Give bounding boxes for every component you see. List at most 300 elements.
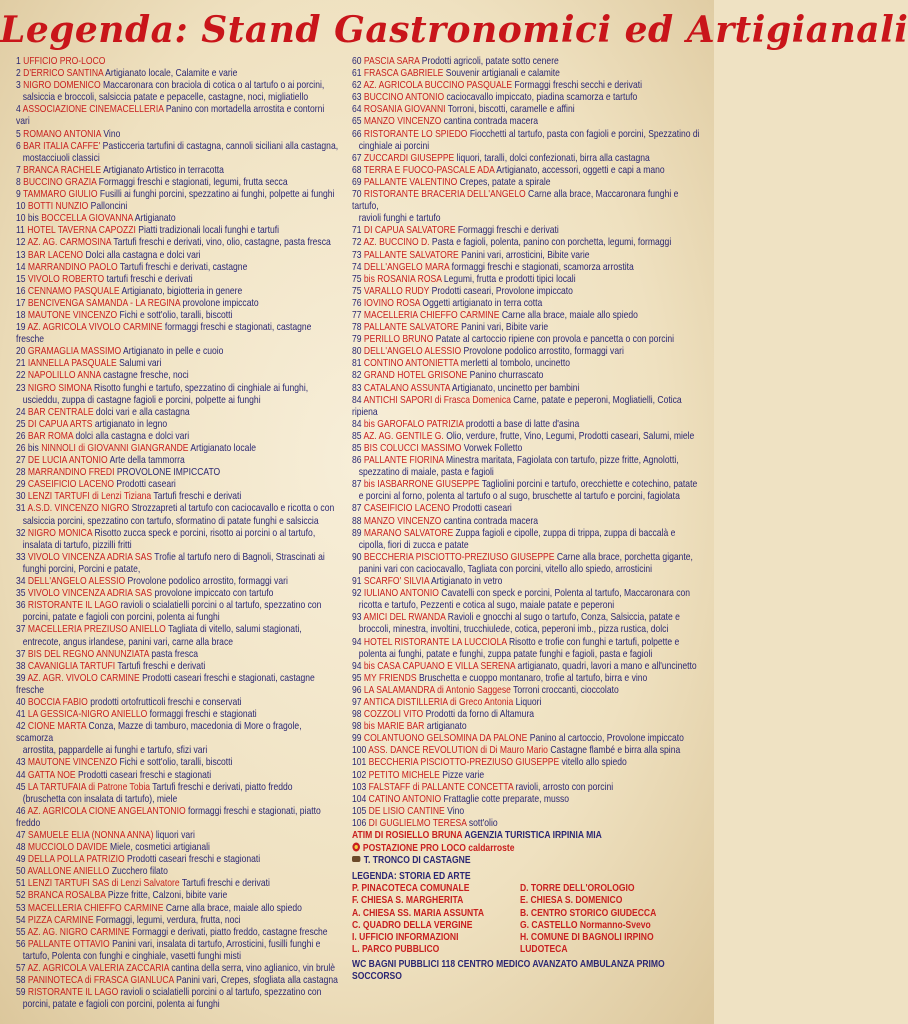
stand-name: FALSTAFF di PALLANTE CONCETTA <box>368 781 514 793</box>
stand-name: IANNELLA PASQUALE <box>27 358 117 370</box>
stand-entry <box>16 286 340 298</box>
stand-entry <box>352 709 700 721</box>
stand-list-right <box>352 56 700 983</box>
legend-item: B. CENTRO STORICO GIUDECCA <box>520 907 657 919</box>
stand-description: pasta fresca <box>151 648 199 660</box>
stand-number: 73 <box>352 249 362 261</box>
stand-name: MARRANDINO FREDI <box>27 467 115 479</box>
stand-name: PIZZA CARMINE <box>27 914 94 926</box>
stand-entry <box>16 975 340 987</box>
stand-number: 66 <box>352 128 362 140</box>
stand-description: Ravioli e gnocchi al sugo o tartufo, Conza, Salsiccia, patate e <box>447 612 680 624</box>
legend-item: L. PARCO PUBBLICO <box>352 943 440 955</box>
stand-description: Tartufi freschi e derivati, vino, olio, castagne, pasta fresca <box>113 237 331 249</box>
stand-number: 21 <box>16 358 26 370</box>
stand-name: CATALANO ASSUNTA <box>363 382 450 394</box>
stand-name: MARANO SALVATORE <box>363 527 454 539</box>
stand-description: Tartufi freschi e derivati <box>117 660 206 672</box>
stand-number: 26 <box>16 430 26 442</box>
stand-number: 37 <box>16 624 26 636</box>
stand-entry <box>16 878 340 890</box>
stand-description: Vino <box>103 128 121 140</box>
stand-description: Tagliolini porcini e tartufo, orecchiette e cotechino, patate <box>481 479 698 491</box>
stand-description: provolone impiccato con tartufo <box>154 588 274 600</box>
stand-entry <box>352 733 700 745</box>
stand-description: Souvenir artigianali e calamite <box>445 68 560 80</box>
stand-number: 65 <box>352 116 362 128</box>
stand-name: AZ. AG. CARMOSINA <box>27 237 112 249</box>
stand-name: RISTORANTE BRACERIA DELL'ANGELO <box>363 189 526 201</box>
stand-description: Strozzapreti al tartufo con caciocavallo e ricotta o con <box>131 503 335 515</box>
stand-description: Pizze varie <box>442 769 485 781</box>
stand-name: BENCIVENGA SAMANDA - LA REGINA <box>27 297 181 309</box>
stand-name: AZ. AGRICOLA VALERIA ZACCARIA <box>27 963 170 975</box>
stand-entry <box>16 358 340 370</box>
stand-name: NIGRO SIMONA <box>27 382 92 394</box>
stand-number: 91 <box>352 576 362 588</box>
stand-number: 92 <box>352 588 362 600</box>
stand-number: 40 <box>16 696 26 708</box>
stand-name: CENNAMO PASQUALE <box>27 285 120 297</box>
legend-item: I. UFFICIO INFORMAZIONI <box>352 931 459 943</box>
stand-entry <box>352 818 700 830</box>
stand-description: Fusilli ai funghi porcini, spezzatino ai funghi, polpette ai funghi <box>99 189 335 201</box>
extra-atim: ATIM DI ROSIELLO BRUNA AGENZIA TURISTICA IRPINIA MIA <box>352 830 602 841</box>
stand-entry <box>16 225 340 237</box>
stand-number: 16 <box>16 285 26 297</box>
stand-name: NAPOLILLO ANNA <box>27 370 101 382</box>
stand-number: 81 <box>352 358 362 370</box>
stand-number: 15 <box>16 273 26 285</box>
stand-description: Zuppa fagioli e cipolle, zuppa di trippa, zuppa di baccalà e <box>455 527 676 539</box>
stand-number: 75 <box>352 273 362 285</box>
stand-description: Fiocchetti al tartufo, pasta con fagioli e porcini, Spezzatino di <box>469 128 700 140</box>
stand-number: 41 <box>16 709 26 721</box>
stand-list-left <box>16 56 340 1011</box>
stand-name: BIS DEL REGNO ANNUNZIATA <box>27 648 150 660</box>
stand-entry <box>16 830 340 842</box>
stand-name: bis CASA CAPUANO E VILLA SERENA <box>363 660 516 672</box>
stand-number: 52 <box>16 890 26 902</box>
stand-number: 62 <box>352 80 362 92</box>
stand-entry <box>16 915 340 927</box>
stand-name: UFFICIO PRO-LOCO <box>23 56 106 67</box>
stand-name: bis MARIE BAR <box>363 721 425 733</box>
stand-entry <box>352 322 700 334</box>
stand-entry <box>352 806 700 818</box>
stand-name: NINNOLI di GIOVANNI GIANGRANDE <box>41 443 189 454</box>
stand-description: cantina della serra, vino aglianico, vin brulè <box>171 963 336 975</box>
stand-entry <box>16 697 340 709</box>
stand-description-continued: funghi porcini, Porcini e patate, <box>22 563 141 575</box>
stand-name: PERILLO BRUNO <box>363 334 434 346</box>
stand-description: Prodotti caseari freschi e stagionati <box>127 854 261 866</box>
stand-number: 100 <box>352 745 367 757</box>
stand-name: MUCCIOLO DAVIDE <box>27 842 108 854</box>
stand-entry <box>16 721 340 745</box>
stand-entry <box>16 890 340 902</box>
stand-entry <box>16 298 340 310</box>
stand-name: A.S.D. VINCENZO NIGRO <box>27 503 130 515</box>
stand-number: 70 <box>352 189 362 201</box>
stand-name: BUCCINO GRAZIA <box>23 176 97 188</box>
stand-entry <box>16 927 340 939</box>
legend-heading: LEGENDA: STORIA ED ARTE <box>352 871 471 883</box>
stand-number: 58 <box>16 975 26 987</box>
stand-entry <box>16 782 340 794</box>
stand-number: 85 <box>352 430 362 442</box>
stand-number: 36 <box>16 600 26 612</box>
stand-number: 75 <box>352 285 362 297</box>
stand-number: 82 <box>352 370 362 382</box>
stand-number: 98 <box>352 721 362 733</box>
stand-description: Bruschetta e cuoppo montanaro, trofie al tartufo, birra e vino <box>418 672 648 684</box>
wood-log-icon <box>352 856 360 862</box>
stand-description: Conza, Mazze di tamburo, macedonia di More o fragole, scamorza <box>16 721 302 745</box>
stand-description: Trofie al tartufo nero di Bagnoli, Strascinati ai <box>154 551 325 563</box>
stand-entry <box>16 842 340 854</box>
stand-entry <box>352 225 700 237</box>
stand-number: 28 <box>16 467 26 479</box>
stand-description: Tartufi freschi e derivati, piatto freddo <box>152 781 293 793</box>
stand-description: vitello allo spiedo <box>561 757 627 769</box>
stand-entry <box>16 165 340 177</box>
stand-description: prodotti a base di latte d'asina <box>465 418 580 430</box>
stand-entry <box>16 455 340 467</box>
stand-entry <box>352 358 700 370</box>
stand-name: MACELLERIA PREZIUSO ANIELLO <box>27 624 166 636</box>
stand-description: Panini vari, arrosticini, Bibite varie <box>461 249 590 261</box>
stand-name: TAMMARO GIULIO <box>22 189 98 201</box>
stand-entry <box>16 491 340 503</box>
stand-description: Zucchero filato <box>111 866 168 878</box>
stand-entry <box>16 129 340 141</box>
stand-number: 84 <box>352 394 362 406</box>
stand-name: LA SALAMANDRA di Antonio Saggese <box>363 684 511 696</box>
stand-number: 10 bis <box>16 213 39 225</box>
stand-number: 39 <box>16 672 26 684</box>
stand-number: 63 <box>352 92 362 104</box>
stand-name: AZ. BUCCINO D. <box>363 237 430 249</box>
stand-name: MACELLERIA CHIEFFO CARMINE <box>363 309 500 321</box>
stand-description: Artigianato, uncinetto per bambini <box>451 382 580 394</box>
stand-number: 7 <box>16 164 21 176</box>
stand-description: Artigianato locale <box>190 443 257 454</box>
stand-description: Minestra maritata, Fagiolata con tartufo, pizze fritte, Agnolotti, <box>446 455 679 467</box>
stand-name: DI CAPUA SALVATORE <box>363 225 456 237</box>
stand-entry <box>16 80 340 92</box>
stand-entry <box>352 104 700 116</box>
stand-name: LA GESSICA-NIGRO ANIELLO <box>27 709 148 721</box>
stand-number: 46 <box>16 805 26 817</box>
stand-name: CASEIFICIO LACENO <box>363 503 450 515</box>
stand-number: 24 <box>16 406 26 418</box>
stand-name: COZZOLI VITO <box>363 709 424 721</box>
stand-entry <box>16 757 340 769</box>
stand-entry <box>352 237 700 249</box>
stand-entry <box>352 612 700 624</box>
stand-name: MARRANDINO PAOLO <box>27 261 118 273</box>
legend-item: F. CHIESA S. MARGHERITA <box>352 895 464 907</box>
page-title: Legenda: Stand Gastronomici ed Artigianali <box>0 9 908 51</box>
stand-description: Palloncini <box>90 201 128 213</box>
stand-entry <box>352 673 700 685</box>
stand-description: Prodotti agricoli, patate sotto cenere <box>421 56 559 67</box>
legend-item: A. CHIESA SS. MARIA ASSUNTA <box>352 907 485 919</box>
stand-number: 48 <box>16 842 26 854</box>
stand-number: 57 <box>16 963 26 975</box>
stand-entry <box>352 770 700 782</box>
stand-name: LENZI TARTUFI SAS di Lenzi Salvatore <box>27 878 180 890</box>
stand-description: liquori vari <box>155 830 195 841</box>
stand-number: 90 <box>352 551 362 563</box>
stand-description: Formaggi e derivati, piatto freddo, castagne fresche <box>132 926 328 938</box>
stand-number: 29 <box>16 479 26 491</box>
stand-name: IULIANO ANTONIO <box>363 588 439 600</box>
stand-number: 1 <box>16 56 21 67</box>
stand-entry <box>16 250 340 262</box>
stand-description: Pasta e fagioli, polenta, panino con porchetta, legumi, formaggi <box>431 237 672 249</box>
stand-entry <box>16 854 340 866</box>
stand-description-continued: spezzatino di maiale, pasta e fagioli <box>358 467 494 479</box>
stand-description: Tartufi freschi e derivati <box>181 878 270 890</box>
stand-name: GATTA NOE <box>27 769 76 781</box>
stand-description-continued: mostacciuoli classici <box>22 152 100 164</box>
stand-description: Carne alla brace, porchetta gigante, <box>556 551 693 563</box>
stand-number: 25 <box>16 418 26 430</box>
stand-description: Artigianato, accessori, oggetti e capi a mano <box>496 164 665 176</box>
legend-row <box>352 944 700 956</box>
stand-description-continued: e porcini al forno, polenta al tartufo o al sugo, bruschette al tartufo e porcini, fagiolata <box>358 491 680 503</box>
stand-entry <box>352 576 700 588</box>
stand-name: DI CAPUA ARTS <box>27 418 93 430</box>
stand-entry <box>16 419 340 431</box>
stand-name: PANINOTECA di FRASCA GIANLUCA <box>27 975 174 987</box>
stand-number: 27 <box>16 455 26 467</box>
stand-description: Artigianato in vetro <box>431 576 503 588</box>
stand-description: Prodotti caseari <box>452 503 512 515</box>
stand-number: 59 <box>16 987 26 999</box>
stand-entry <box>352 383 700 395</box>
stand-number: 18 <box>16 309 26 321</box>
stand-name: BIS COLUCCI MASSIMO <box>363 443 462 454</box>
stand-name: CASEIFICIO LACENO <box>27 479 114 491</box>
stand-description: Carne alla brace, maiale allo spiedo <box>165 902 302 914</box>
stand-description: Tagliata di vitello, salumi stagionati, <box>168 624 302 636</box>
stand-name: bis ROSANIA ROSA <box>363 273 442 285</box>
stand-entry <box>16 661 340 673</box>
stand-name: AZ. AG. GENTILE G. <box>363 430 444 442</box>
stand-name: D'ERRICO SANTINA <box>23 68 104 80</box>
stand-description: cantina contrada macera <box>443 116 539 128</box>
stand-number: 89 <box>352 527 362 539</box>
stand-entry <box>16 866 340 878</box>
stand-entry <box>352 782 700 794</box>
stand-name: MANZO VINCENZO <box>363 515 442 527</box>
stand-number: 26 bis <box>16 443 39 454</box>
stand-name: HOTEL TAVERNA CAPOZZI <box>27 225 136 237</box>
stand-number: 12 <box>16 237 26 249</box>
stand-number: 80 <box>352 346 362 358</box>
stand-number: 68 <box>352 164 362 176</box>
stand-description: Olio, verdure, frutte, Vino, Legumi, Prodotti caseari, Salumi, miele <box>446 430 695 442</box>
stand-description: Panino al cartoccio, Provolone impiccato <box>529 733 684 745</box>
stand-description: dolci alla castagna e dolci vari <box>75 430 190 442</box>
stand-name: RISTORANTE IL LAGO <box>27 987 119 999</box>
stand-number: 17 <box>16 297 26 309</box>
stand-number: 86 <box>352 455 362 467</box>
stand-entry <box>352 661 700 673</box>
stand-entry <box>16 624 340 636</box>
stand-number: 34 <box>16 576 26 588</box>
stand-number: 98 <box>352 709 362 721</box>
stand-entry <box>352 443 700 455</box>
stand-entry <box>16 987 340 999</box>
stand-entry <box>16 600 340 612</box>
stand-name: BAR CENTRALE <box>27 406 94 418</box>
stand-number: 50 <box>16 866 26 878</box>
stand-number: 56 <box>16 938 26 950</box>
stand-entry <box>16 770 340 782</box>
stand-description: Panini vari, Crepes, sfogliata alla castagna <box>176 975 338 987</box>
stand-number: 99 <box>352 733 362 745</box>
stand-description: Prodotti caseari, Provolone impiccato <box>431 285 573 297</box>
stand-description-continued: broccoli, minestra, involtini, trucchiulede, cotica, peperoni imb., pizza rustica, dolci <box>358 624 669 636</box>
stand-name: DELL'ANGELO MARA <box>363 261 450 273</box>
extra-postazione: POSTAZIONE PRO LOCO caldarroste <box>352 842 700 855</box>
stand-name: PETITO MICHELE <box>368 769 440 781</box>
stand-name: ZUCCARDI GIUSEPPE <box>363 152 455 164</box>
stand-entry <box>16 68 340 80</box>
stand-description: Arte della tammorra <box>109 455 185 467</box>
stand-description: Panini vari, Bibite varie <box>461 322 549 334</box>
stand-entry <box>352 370 700 382</box>
stand-entry <box>352 395 700 419</box>
stand-entry <box>352 80 700 92</box>
stand-name: AZ. AGR. VIVOLO CARMINE <box>27 672 140 684</box>
stand-entry <box>352 479 700 491</box>
stand-name: VIVOLO VINCENZA ADRIA SAS <box>27 588 153 600</box>
stand-description: Torroni, biscotti, caramelle e affini <box>447 104 575 116</box>
stand-entry <box>352 250 700 262</box>
stand-description: Provolone podolico arrostito, formaggi vari <box>463 346 624 358</box>
stand-name: RISTORANTE LO SPIEDO <box>363 128 468 140</box>
stand-entry <box>16 407 340 419</box>
stand-entry <box>352 68 700 80</box>
stand-description: Carne alla brace, maiale allo spiedo <box>501 309 638 321</box>
stand-list-right-entries <box>352 56 700 830</box>
stand-description: Panino con mortadella arrostita e contorni vari <box>16 104 325 128</box>
stand-entry <box>352 286 700 298</box>
stand-description: artigianato in legno <box>94 418 168 430</box>
stand-name: TERRA E FUOCO-PASCALE ADA <box>363 164 495 176</box>
stand-entry <box>352 588 700 600</box>
stand-description: castagne fresche, noci <box>103 370 189 382</box>
stand-description: Prodotti caseari <box>116 479 176 491</box>
stand-number: 105 <box>352 805 367 817</box>
stand-number: 103 <box>352 781 367 793</box>
stand-name: DI GUGLIELMO TERESA <box>368 817 467 829</box>
stand-number: 4 <box>16 104 21 116</box>
legend-item: H. COMUNE DI BAGNOLI IRPINO <box>520 931 654 943</box>
stand-name: CAVANIGLIA TARTUFI <box>27 660 116 672</box>
stand-name: RISTORANTE IL LAGO <box>27 600 119 612</box>
stand-description: Artigianato Artistico in terracotta <box>103 164 224 176</box>
stand-name: CONTINO ANTONIETTA <box>363 358 459 370</box>
stand-number: 2 <box>16 68 21 80</box>
stand-description-continued: ravioli funghi e tartufo <box>358 213 441 225</box>
stand-description: Vorwek Folletto <box>463 443 523 454</box>
legend-item: C. QUADRO DELLA VERGINE <box>352 919 473 931</box>
stand-name: IOVINO ROSA <box>363 297 421 309</box>
stand-description: merletti al tombolo, uncinetto <box>460 358 571 370</box>
stand-number: 44 <box>16 769 26 781</box>
stand-number: 37 <box>16 648 26 660</box>
stand-entry <box>16 709 340 721</box>
legend-row <box>352 883 700 895</box>
stand-number: 47 <box>16 830 26 841</box>
stand-name: AZ. AGRICOLA VIVOLO CARMINE <box>27 322 163 334</box>
stand-name: BUCCINO ANTONIO <box>363 92 445 104</box>
stand-entry <box>16 346 340 358</box>
stand-entry <box>352 92 700 104</box>
stand-name: MACELLERIA CHIEFFO CARMINE <box>27 902 164 914</box>
stand-entry <box>352 189 700 213</box>
stand-description: Miele, cosmetici artigianali <box>110 842 210 854</box>
stand-name: LA TARTUFAIA di Patrone Tobia <box>27 781 151 793</box>
stand-number: 53 <box>16 902 26 914</box>
stand-entry <box>352 685 700 697</box>
stand-description: Oggetti artigianato in terra cotta <box>422 297 543 309</box>
stand-entry <box>352 528 700 540</box>
stand-entry <box>352 129 700 141</box>
stand-description: caciocavallo impiccato, piadina scamorza e tartufo <box>446 92 638 104</box>
stand-name: BAR LACENO <box>27 249 84 261</box>
stand-entry <box>16 383 340 395</box>
stand-number: 23 <box>16 382 26 394</box>
legend-item: G. CASTELLO Normanno-Svevo <box>520 919 651 931</box>
stand-entry <box>16 479 340 491</box>
stand-name: AZ. AG. NIGRO CARMINE <box>27 926 130 938</box>
stand-entry <box>352 274 700 286</box>
stand-description-continued: salsiccia e broccoli, salsiccia patate e pepacelle, castagne, noci, migliatiello <box>22 92 309 104</box>
stand-name: BECCHERIA PISCIOTTO-PREZIUSO GIUSEPPE <box>368 757 560 769</box>
stand-description-continued: panini vari con caciocavallo, Tagliata con porcini, vitello allo spiedo, arrosticini <box>358 563 653 575</box>
stand-description: Legumi, frutta e prodotti tipici locali <box>443 273 576 285</box>
stand-entry <box>16 141 340 153</box>
stand-name: PALLANTE FIORINA <box>363 455 444 467</box>
stand-entry <box>352 419 700 431</box>
stand-entry <box>16 649 340 661</box>
stand-description-continued: arrostita, pappardelle ai funghi e tartufo, sfizi vari <box>22 745 208 757</box>
stand-name: SCARFO' SILVIA <box>363 576 430 588</box>
stand-name: AMICI DEL RWANDA <box>363 612 446 624</box>
stand-entry <box>352 552 700 564</box>
stand-number: 78 <box>352 322 362 334</box>
stand-entry <box>352 153 700 165</box>
stand-description: formaggi freschi e stagionati, scamorza arrostita <box>451 261 634 273</box>
stand-name: ASSOCIAZIONE CINEMACELLERIA <box>22 104 164 116</box>
stand-number: 95 <box>352 672 362 684</box>
stand-name: LENZI TARTUFI di Lenzi Tiziana <box>27 491 152 503</box>
stand-description: sott'olio <box>468 817 498 829</box>
stand-name: DELL'ANGELO ALESSIO <box>363 346 462 358</box>
legend-item: P. PINACOTECA COMUNALE <box>352 883 470 895</box>
stand-description: Panino churrascato <box>469 370 544 382</box>
stand-number: 104 <box>352 793 367 805</box>
stand-number: 87 <box>352 479 362 491</box>
stand-name: BRANCA RACHELE <box>23 164 102 176</box>
